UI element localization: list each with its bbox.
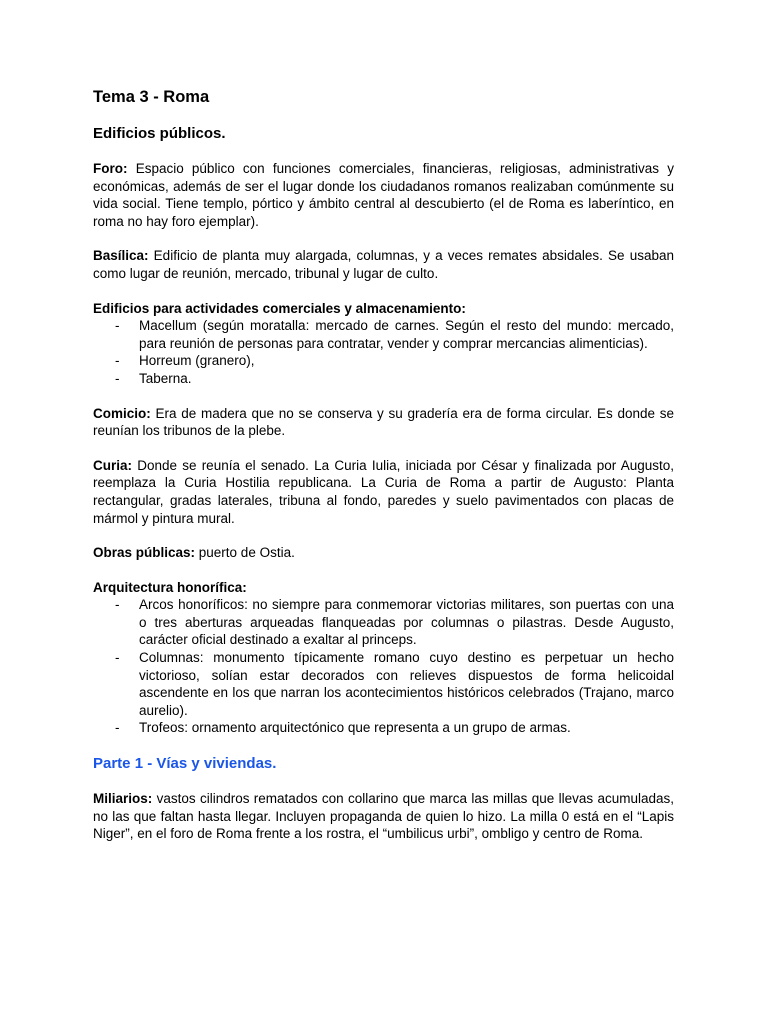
heading-honorifica: Arquitectura honorífica: <box>93 579 247 595</box>
list-marker: - <box>115 353 120 369</box>
section-heading-vias: Parte 1 - Vías y viviendas. <box>93 755 277 773</box>
term-curia: Curia: <box>93 457 133 473</box>
paragraph-basilica <box>93 247 674 282</box>
list-item <box>93 649 674 719</box>
heading-comerciales: Edificios para actividades comerciales y almacenamiento: <box>93 300 466 316</box>
text-curia: Donde se reunía el senado. La Curia Iulia, iniciada por César y finalizada por Augusto, reemplaza la Curia Hostilia republicana. La Curia de Roma a partir de Augusto: Planta rectangular, gradas laterales, tribuna al fondo, paredes y suelo pavimentados con placas de mármol y pintura mural. <box>93 457 674 526</box>
list-item-text: Taberna. <box>139 370 192 386</box>
list-item-text: Horreum (granero), <box>139 353 255 369</box>
list-marker: - <box>115 597 120 613</box>
text-foro: Espacio público con funciones comerciales, financieras, religiosas, administrativas y económicas, además de ser el lugar donde los ciudadanos romanos realizaban comúnmente su vida social. Tiene templo, pórtico y ámbito central al descubierto (el de Roma es laberíntico, en roma no hay foro ejemplar). <box>93 161 674 229</box>
term-obras: Obras públicas: <box>93 545 196 561</box>
list-item <box>93 596 674 649</box>
list-item <box>93 370 674 388</box>
text-obras: puerto de Ostia. <box>195 545 295 561</box>
list-item-text: Arcos honoríficos: no siempre para conmemorar victorias militares, son puertas con una o tres aberturas arqueadas flanqueadas por columnas o pilastras. Desde Augusto, carácter oficial destinado a exaltar al princeps. <box>139 597 674 648</box>
term-basilica: Basílica: <box>93 248 149 264</box>
section-heading-edificios: Edificios públicos. <box>93 125 226 142</box>
document-title: Tema 3 - Roma <box>93 88 210 106</box>
paragraph-obras <box>93 544 674 562</box>
list-item-text: Trofeos: ornamento arquitectónico que representa a un grupo de armas. <box>139 720 571 736</box>
list-marker: - <box>115 370 120 386</box>
paragraph-foro <box>93 160 674 230</box>
list-item <box>93 719 674 737</box>
paragraph-miliarios <box>93 790 674 843</box>
list-item <box>93 317 674 352</box>
list-marker: - <box>115 318 120 334</box>
text-basilica: Edificio de planta muy alargada, columnas, y a veces remates absidales. Se usaban como lugar de reunión, mercado, tribunal y lugar de culto. <box>93 248 674 281</box>
term-miliarios: Miliarios: <box>93 791 153 807</box>
text-miliarios: vastos cilindros rematados con collarino que marca las millas que llevas acumuladas, no las que faltan hasta llegar. Incluyen propaganda de quien lo hizo. La milla 0 está en el “Lapis Niger”, en el foro de Roma frente a los rostra, el “umbilicus urbi”, ombligo y centro de Roma. <box>93 791 674 842</box>
list-marker: - <box>115 720 120 736</box>
list-item-text: Macellum (según moratalla: mercado de carnes. Según el resto del mundo: mercado, para reunión de personas para contratar, vender y comprar mercancias alimenticias). <box>139 318 674 351</box>
list-item-text: Columnas: monumento típicamente romano cuyo destino es perpetuar un hecho victorioso, solían estar decorados con relieves dispuestos de forma helicoidal ascendente en los que narran los acontecimientos históricos celebrados (Trajano, marco aurelio). <box>139 650 674 718</box>
list-item <box>93 352 674 370</box>
text-comicio: Era de madera que no se conserva y su gradería era de forma circular. Es donde se reunían los tribunos de la plebe. <box>93 405 674 439</box>
list-honorifica <box>93 596 674 737</box>
term-foro: Foro: <box>93 161 128 176</box>
list-marker: - <box>115 650 120 666</box>
paragraph-comicio <box>93 405 674 440</box>
list-comerciales <box>93 317 674 387</box>
paragraph-curia <box>93 457 674 527</box>
term-comicio: Comicio: <box>93 405 151 421</box>
